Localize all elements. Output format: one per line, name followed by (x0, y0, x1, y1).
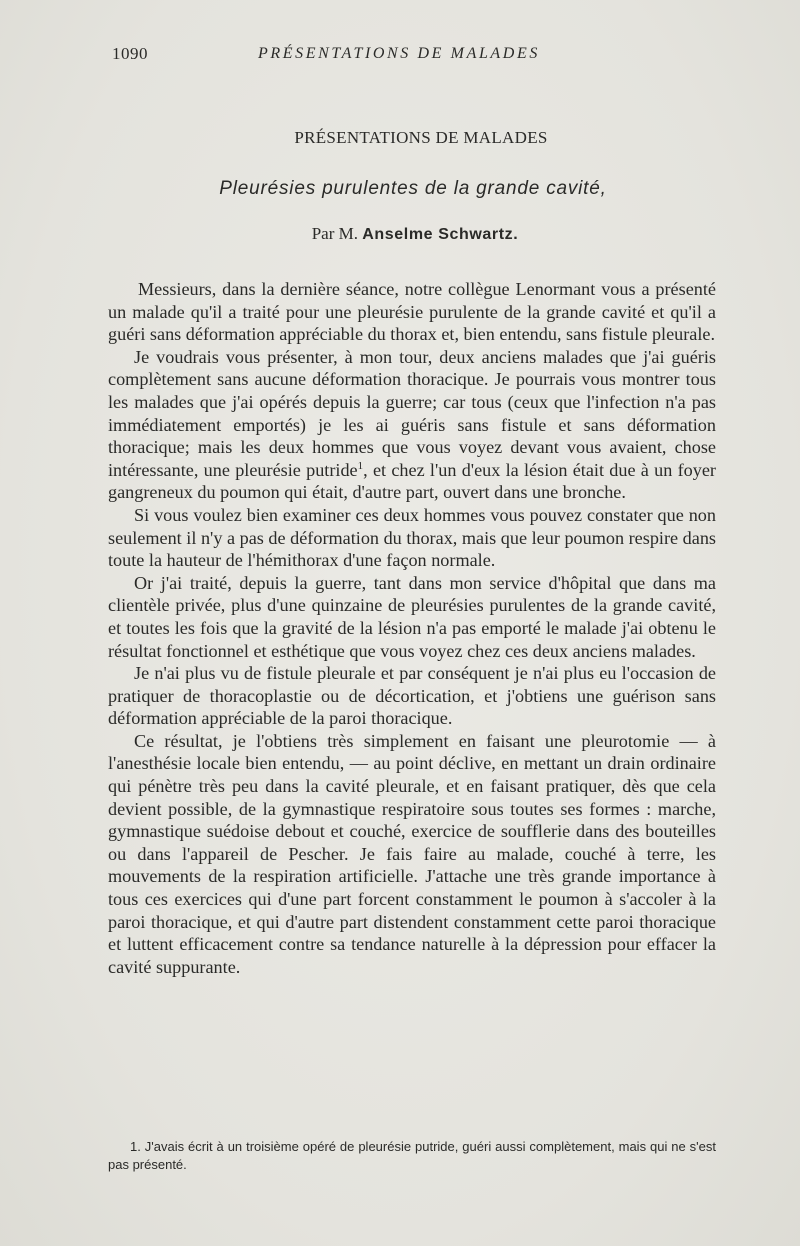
paragraph-2-tail: , et chez l'un d'eux la lésion était due à un foyer gangreneux du poumon qui était, d'autre part, ouvert dans une bronche. (108, 459, 716, 503)
running-title: PRÉSENTATIONS DE MALADES (258, 45, 540, 62)
byline (0, 224, 800, 244)
page-number: 1090 (112, 44, 148, 63)
paragraph-5: Je n'ai plus vu de fistule pleurale et par conséquent je n'ai plus eu l'occasion de pratiquer de thoracoplastie ou de décortication, et j'obtiens une guérison sans déformation appréciable de la paroi thoracique. (108, 663, 716, 729)
body-text (108, 278, 716, 978)
article-title: Pleurésies purulentes de la grande cavité, (219, 178, 607, 199)
paragraph-2 (108, 346, 716, 504)
footnote: 1. J'avais écrit à un troisième opéré de pleurésie putride, guéri aussi complètement, mais qui ne s'est pas présenté. (108, 1139, 716, 1172)
author-name: Anselme Schwartz. (362, 226, 519, 243)
byline-prefix: Par M. (311, 224, 358, 243)
paragraph-3: Si vous voulez bien examiner ces deux hommes vous pouvez constater que non seulement il n'y a pas de déformation du thorax, mais que leur poumon respire dans toute la hauteur de l'hémithorax d'une façon normale. (108, 504, 716, 571)
paragraph-1: Messieurs, dans la dernière séance, notre collègue Lenormant vous a présenté un malade qu'il a traité pour une pleurésie purulente de la grande cavité et qu'il a guéri sans déformation appréciable du thorax et, bien entendu, sans fistule pleurale. (108, 279, 716, 345)
paragraph-2-text: Je voudrais vous présenter, à mon tour, deux anciens malades que j'ai guéris complètement sans aucune déformation thoracique. Je pourrais vous montrer tous les malades que j'ai opérés depuis la guerre; car tous (ceux que l'infection n'a pas immédiatement emportés) je les ai guéris sans fistule et sans déformation thoracique; mais les deux hommes que vous voyez devant vous avaient, chose intéressante, une pleurésie putride (108, 346, 716, 480)
paragraph-4: Or j'ai traité, depuis la guerre, tant dans mon service d'hôpital que dans ma clientèle privée, plus d'une quinzaine de pleurésies purulentes de la grande cavité, et toutes les fois que la gravité de la lésion n'a pas emporté le malade j'ai obtenu le résultat fonctionnel et esthétique que vous voyez chez ces deux anciens malades. (108, 572, 716, 661)
footnote-reference: 1 (357, 459, 364, 472)
section-title: PRÉSENTATIONS DE MALADES (294, 128, 548, 147)
running-header (112, 44, 716, 68)
paragraph-6: Ce résultat, je l'obtiens très simplement en faisant une pleurotomie — à l'anesthésie locale bien entendu, — au point déclive, en mettant un drain ordinaire qui pénètre très peu dans la cavité pleurale, et en faisant pratiquer, dès que cela devient possible, de la gymnastique respiratoire sous toutes ses formes : marche, gymnastique suédoise debout et couché, exercice de soufflerie dans des bouteilles ou dans l'appareil de Pescher. Je fais faire au malade, couché à terre, les mouvements de la respiration artificielle. J'attache une très grande importance à tous ces exercices qui d'une part forcent constamment le poumon à s'accoler à la paroi thoracique, et qui d'autre part distendent constamment cette paroi thoracique et luttent efficacement contre sa tendance naturelle à la dépression pour effacer la cavité suppurante. (108, 730, 716, 977)
